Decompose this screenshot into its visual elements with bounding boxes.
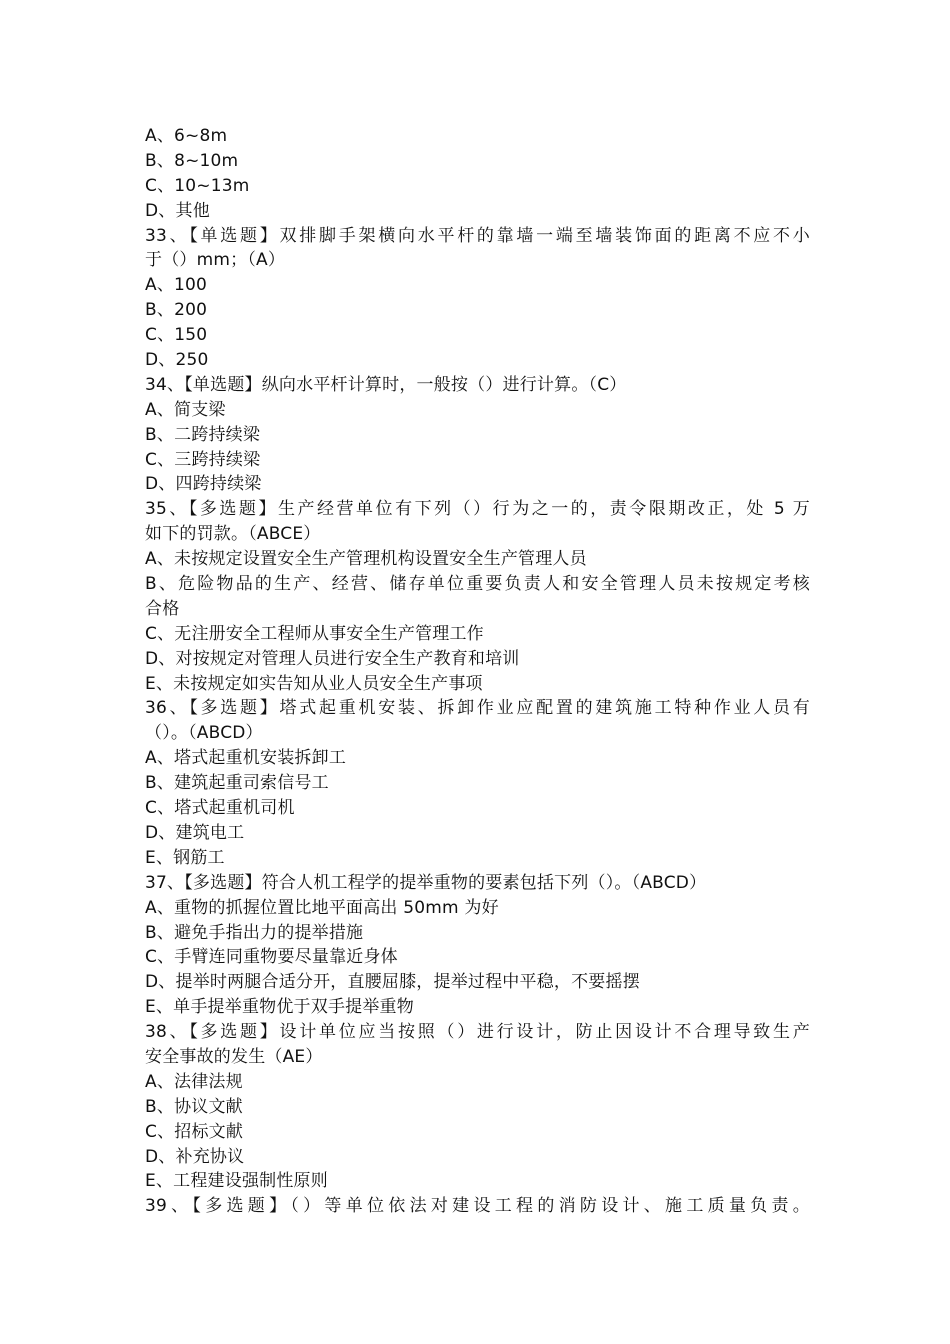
option-line: D、其他 [145, 200, 210, 221]
option-line: B、危险物品的生产、经营、储存单位重要负责人和安全管理人员未按规定考核 [145, 574, 810, 595]
question-36-line-1: 36、【多选题】塔式起重机安装、拆卸作业应配置的建筑施工特种作业人员有 [145, 698, 810, 719]
option-line: C、塔式起重机司机 [145, 798, 295, 819]
option-line: C、手臂连同重物要尽量靠近身体 [145, 947, 398, 968]
question-38-line-1: 38、【多选题】设计单位应当按照（）进行设计，防止因设计不合理导致生产 [145, 1022, 810, 1043]
option-line: C、10~13m [145, 175, 250, 196]
option-line: A、简支梁 [145, 399, 226, 420]
question-37-line-1: 37、【多选题】符合人机工程学的提举重物的要素包括下列（）。（ABCD） [145, 872, 707, 893]
option-line: D、补充协议 [145, 1146, 245, 1167]
option-line: E、钢筋工 [145, 847, 225, 868]
option-line: E、单手提举重物优于双手提举重物 [145, 997, 414, 1018]
option-line: C、招标文献 [145, 1121, 244, 1142]
option-line: B、8~10m [145, 150, 239, 171]
question-33-line-2: 于（）mm；（A） [145, 250, 286, 271]
option-line: A、重物的抓握位置比地平面高出 50mm 为好 [145, 897, 499, 918]
option-line: C、150 [145, 325, 208, 346]
option-line: C、无注册安全工程师从事安全生产管理工作 [145, 623, 484, 644]
option-line: D、250 [145, 350, 209, 371]
option-line: D、提举时两腿合适分开，直腰屈膝，提举过程中平稳，不要摇摆 [145, 972, 640, 993]
option-line: A、未按规定设置安全生产管理机构设置安全生产管理人员 [145, 549, 587, 570]
option-line: E、未按规定如实告知从业人员安全生产事项 [145, 673, 483, 694]
question-39-line-1: 39、【多选题】（）等单位依法对建设工程的消防设计、施工质量负责。 [145, 1196, 810, 1217]
option-line: B、建筑起重司索信号工 [145, 773, 329, 794]
option-line: B、避免手指出力的提举措施 [145, 922, 364, 943]
option-line: D、四跨持续梁 [145, 474, 262, 495]
option-line: A、100 [145, 275, 208, 296]
option-line: C、三跨持续梁 [145, 449, 261, 470]
question-36-line-2: （）。（ABCD） [145, 723, 263, 744]
option-line: A、法律法规 [145, 1071, 243, 1092]
question-38-line-2: 安全事故的发生（AE） [145, 1046, 323, 1067]
option-line: E、工程建设强制性原则 [145, 1171, 328, 1192]
question-33-line-1: 33、【单选题】双排脚手架横向水平杆的靠墙一端至墙装饰面的距离不应不小 [145, 225, 810, 246]
option-line: D、对按规定对管理人员进行安全生产教育和培训 [145, 648, 520, 669]
question-34-line-1: 34、【单选题】纵向水平杆计算时，一般按（）进行计算。（C） [145, 374, 627, 395]
document-page [145, 124, 810, 1219]
question-35-line-2: 如下的罚款。（ABCE） [145, 524, 321, 545]
question-35-line-1: 35、【多选题】生产经营单位有下列（）行为之一的，责令限期改正，处 5 万 [145, 499, 810, 520]
option-line: A、6~8m [145, 126, 228, 146]
option-line: A、塔式起重机安装拆卸工 [145, 748, 347, 769]
option-line: B、200 [145, 300, 208, 321]
option-line-continued: 合格 [145, 598, 180, 619]
option-line: B、二跨持续梁 [145, 424, 261, 445]
option-line: B、协议文献 [145, 1096, 243, 1117]
option-line: D、建筑电工 [145, 822, 245, 843]
